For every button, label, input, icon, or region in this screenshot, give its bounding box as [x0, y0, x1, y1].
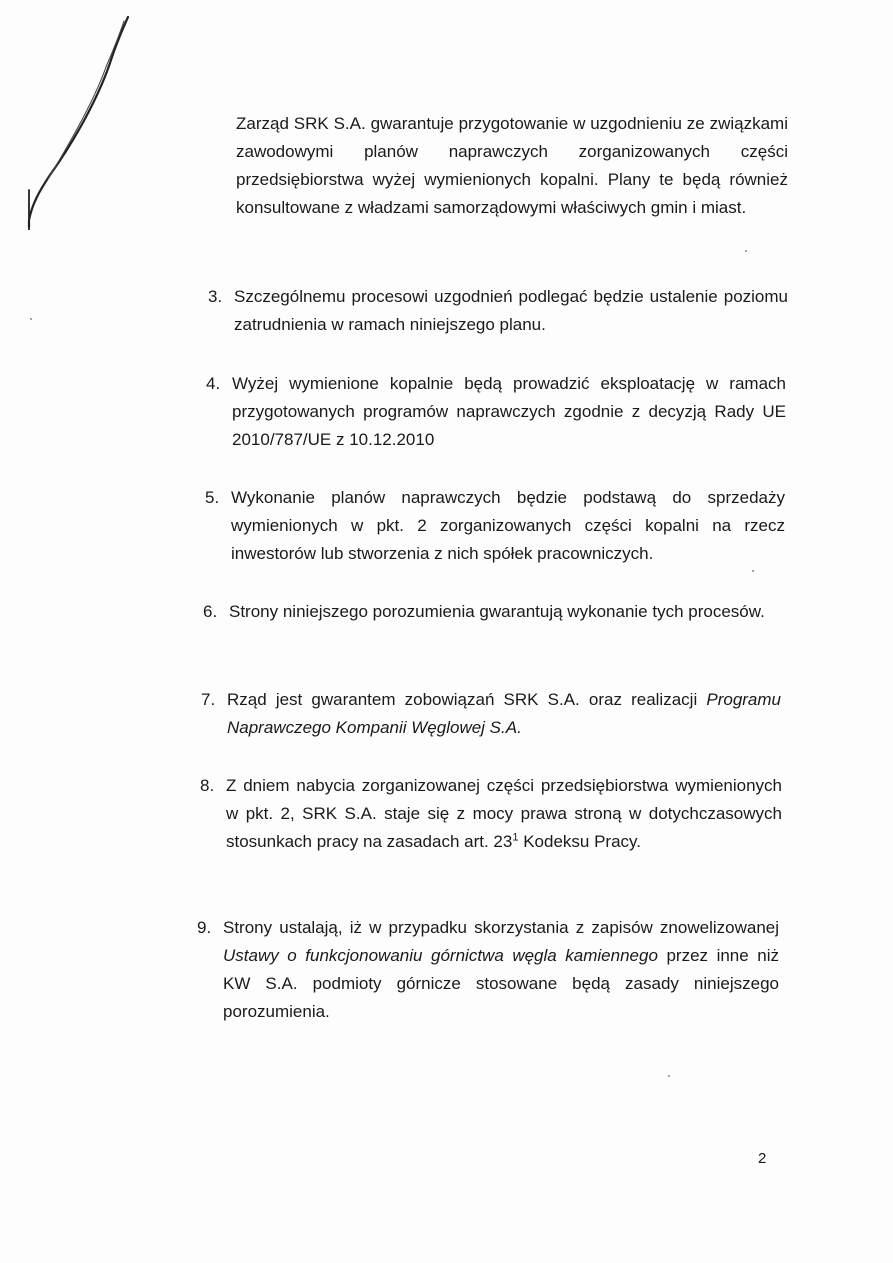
handwritten-margin-stroke: [20, 15, 140, 230]
list-item-text: Szczególnemu procesowi uzgodnień podlegać będzie ustalenie poziomu zatrudnienia w ramach niniejszego planu.: [234, 287, 788, 334]
scan-speck: [30, 318, 32, 320]
list-item-text-plain: Kodeksu Pracy.: [518, 832, 641, 851]
list-item-text: Wykonanie planów naprawczych będzie podstawą do sprzedaży wymienionych w pkt. 2 zorganizowanych części kopalni na rzecz inwestorów lub stworzenia z nich spółek pracowniczych.: [231, 488, 785, 563]
list-item-text: [226, 772, 782, 856]
list-item-number: 9.: [197, 918, 212, 937]
list-item-text-plain: przez inne niż KW S.A. podmioty górnicze stosowane będą zasady niniejszego porozumienia.: [223, 946, 779, 1021]
intro-paragraph: Zarząd SRK S.A. gwarantuje przygotowanie w uzgodnieniu ze związkami zawodowymi planów naprawczych zorganizowanych części przedsiębiorstwa wyżej wymienionych kopalni. Plany te będą również konsultowane z władzami samorządowymi właściwych gmin i miast.: [236, 114, 788, 217]
scan-speck: [668, 1075, 670, 1077]
scan-speck: [745, 250, 747, 252]
list-item-text-plain: Z dniem nabycia zorganizowanej części przedsiębiorstwa wymienionych w pkt. 2, SRK S.A. staje się z mocy prawa stroną w dotychczasowych stosunkach pracy na zasadach art. 23: [226, 776, 782, 851]
list-item-number: 8.: [200, 776, 215, 795]
article-superscript: 1: [512, 831, 519, 844]
act-title: Ustawy o funkcjonowaniu górnictwa węgla kamiennego: [223, 946, 658, 965]
list-item-number: 6.: [203, 602, 218, 621]
list-item-text-plain: Rząd jest gwarantem zobowiązań SRK S.A. oraz realizacji: [227, 690, 707, 709]
list-item-number: 4.: [206, 374, 221, 393]
page-number: 2: [758, 1150, 767, 1167]
list-item-number: 3.: [208, 287, 223, 306]
scan-speck: [752, 570, 754, 572]
list-item-text: Wyżej wymienione kopalnie będą prowadzić eksploatację w ramach przygotowanych programów naprawczych zgodnie z decyzją Rady UE 2010/787/UE z 10.12.2010: [232, 374, 786, 449]
programme-title: Programu Naprawczego Kompanii Węglowej S.A.: [227, 690, 781, 737]
list-item-text-plain: Strony ustalają, iż w przypadku skorzystania z zapisów znowelizowanej: [223, 918, 779, 937]
list-item-text: Strony niniejszego porozumienia gwarantują wykonanie tych procesów.: [229, 602, 765, 621]
list-item-text: [227, 686, 781, 742]
list-item-number: 5.: [205, 488, 220, 507]
list-item-text: [223, 914, 779, 1026]
list-item-number: 7.: [201, 690, 216, 709]
